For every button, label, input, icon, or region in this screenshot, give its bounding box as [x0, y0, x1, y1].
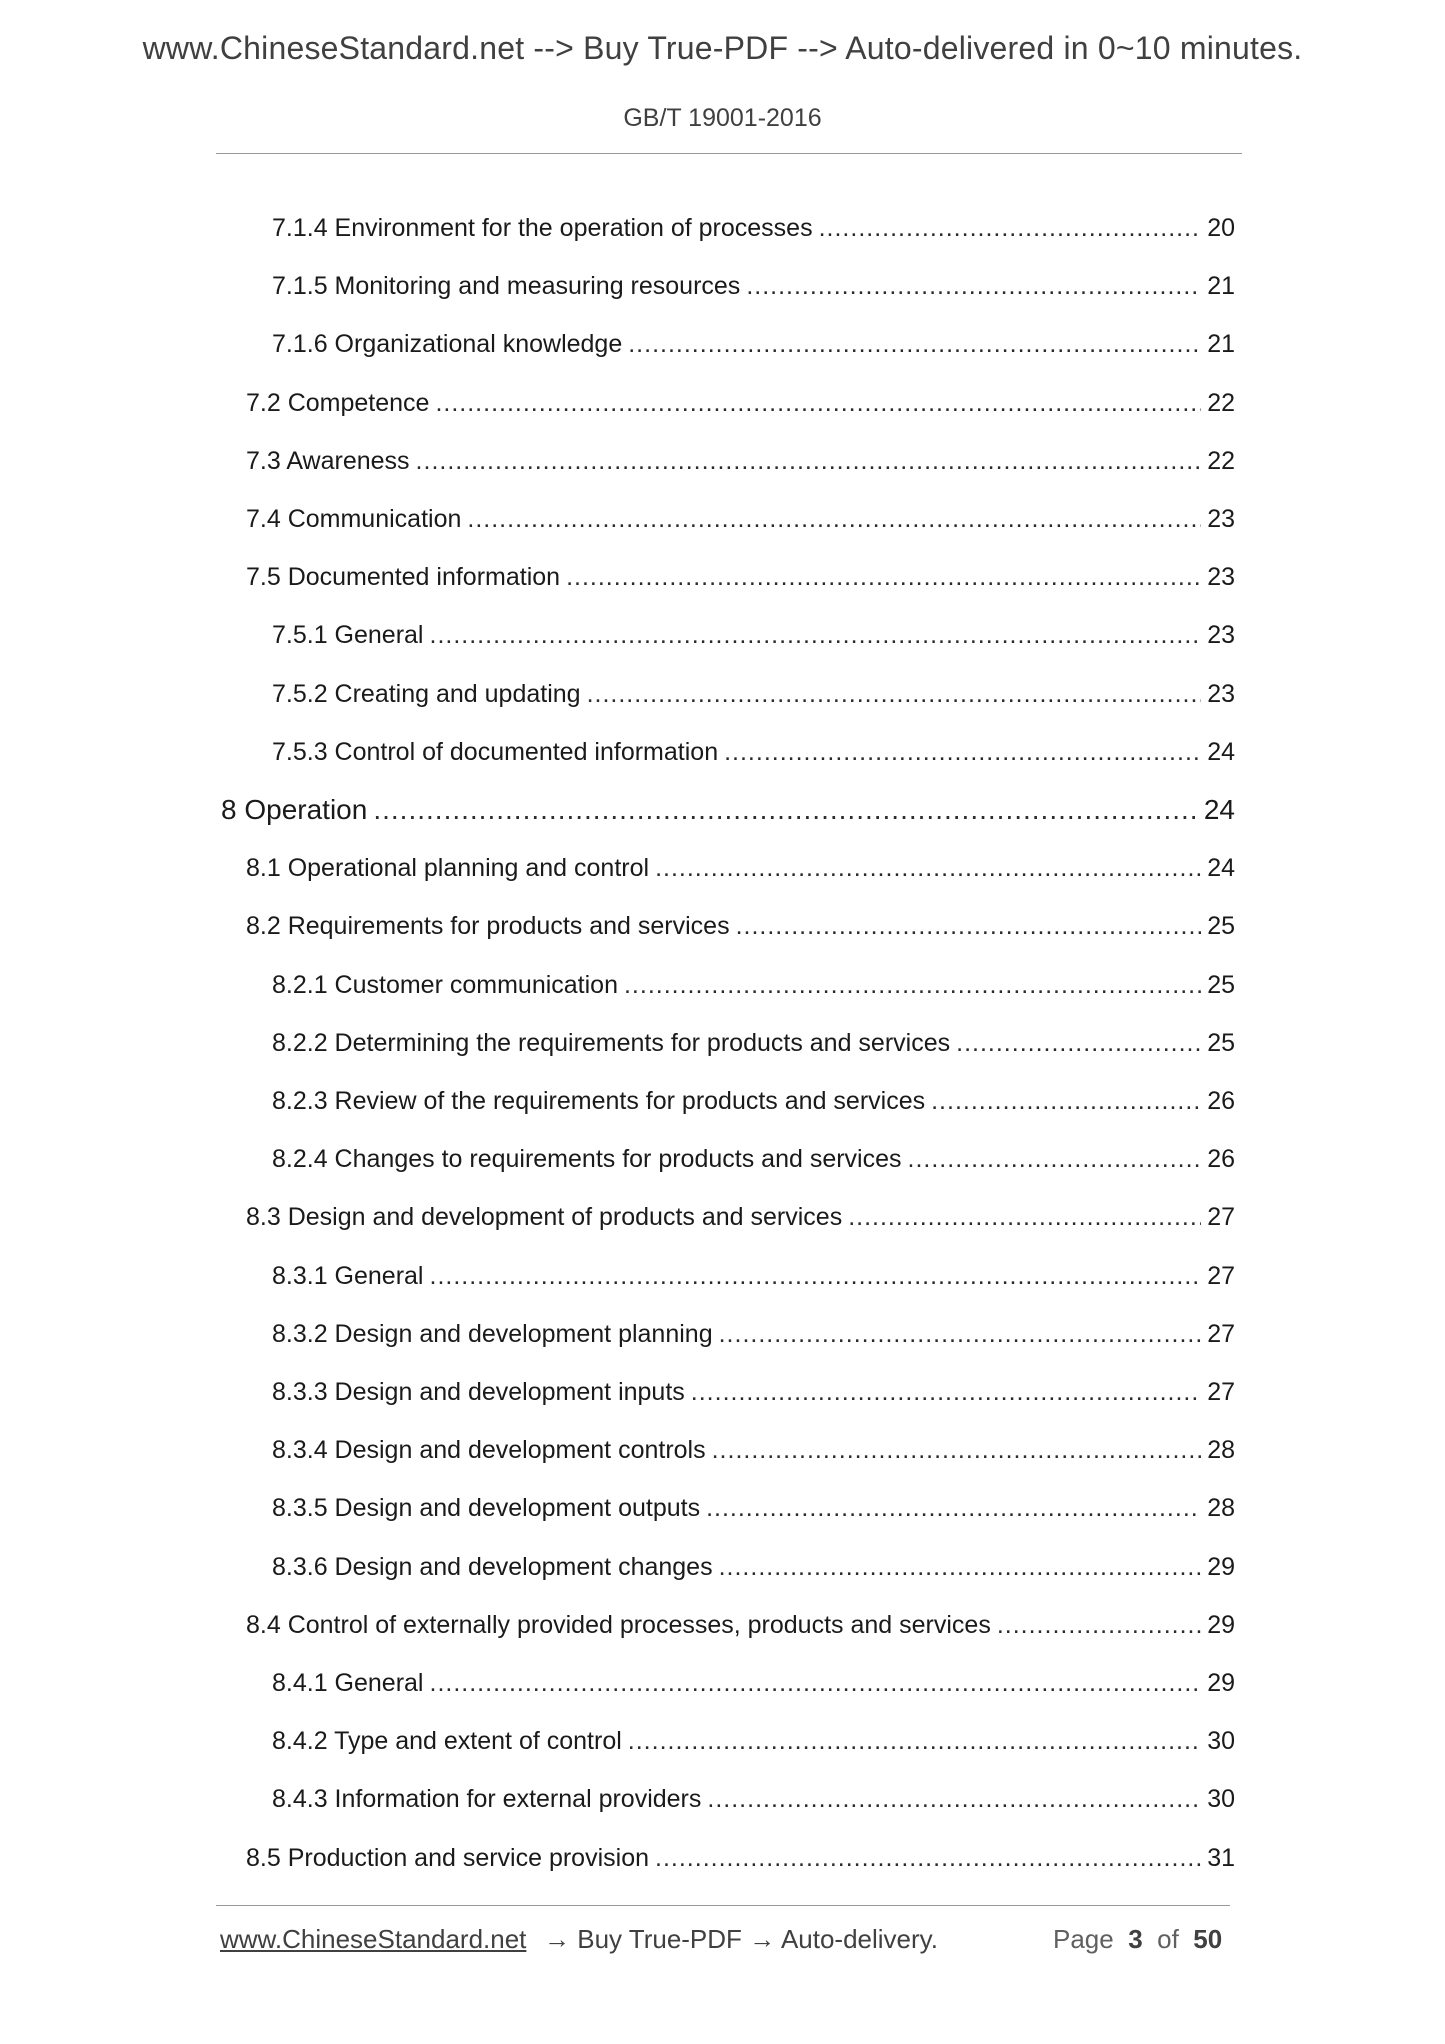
toc-entry[interactable] — [272, 320, 1235, 360]
toc-entry-page: 26 — [1207, 1145, 1235, 1174]
toc-entry-page: 23 — [1207, 563, 1235, 592]
page-indicator — [1053, 1924, 1222, 1955]
toc-entry-page: 22 — [1207, 388, 1235, 417]
toc-entry-label: 8.2 Requirements for products and services — [246, 912, 730, 941]
of-word: of — [1157, 1924, 1179, 1954]
toc-entry-page: 24 — [1203, 794, 1235, 825]
toc-dot-leader — [746, 270, 1201, 302]
toc-entry[interactable] — [272, 1135, 1235, 1175]
toc-entry-label: 8.2.4 Changes to requirements for products and services — [272, 1145, 902, 1174]
toc-entry[interactable] — [272, 1077, 1235, 1117]
toc-dot-leader — [416, 445, 1202, 477]
toc-entry-page: 27 — [1207, 1378, 1235, 1406]
toc-entry-page: 27 — [1207, 1261, 1235, 1290]
toc-entry-label: 8.1 Operational planning and control — [246, 854, 650, 883]
toc-entry-label: 8.3.4 Design and development controls — [272, 1436, 706, 1465]
header-divider — [216, 153, 1242, 154]
toc-entry[interactable] — [246, 553, 1235, 593]
toc-entry-page: 23 — [1207, 679, 1235, 708]
toc-dot-leader — [819, 212, 1202, 244]
toc-entry[interactable] — [272, 1543, 1235, 1583]
toc-entry-label: 8.5 Production and service provision — [246, 1843, 650, 1872]
toc-dot-leader — [712, 1434, 1202, 1466]
toc-entry[interactable] — [246, 1193, 1235, 1233]
toc-entry-label: 7.5.2 Creating and updating — [272, 679, 581, 708]
toc-entry-page: 22 — [1207, 446, 1235, 475]
toc-entry-page: 25 — [1207, 912, 1235, 941]
toc-dot-leader — [706, 1492, 1201, 1524]
toc-entry-page: 27 — [1207, 1319, 1235, 1348]
toc-dot-leader — [430, 619, 1202, 651]
toc-entry-label: 8.3.6 Design and development changes — [272, 1552, 713, 1581]
toc-entry-label: 7.2 Competence — [246, 388, 430, 417]
toc-dot-leader — [719, 1551, 1202, 1583]
toc-dot-leader — [430, 1667, 1202, 1699]
toc-entry-page: 30 — [1207, 1785, 1235, 1814]
toc-entry-label: 7.4 Communication — [246, 505, 462, 533]
toc-entry-label: 7.3 Awareness — [246, 446, 410, 475]
toc-entry[interactable] — [272, 670, 1235, 710]
toc-entry[interactable] — [272, 728, 1235, 768]
toc-entry-page: 23 — [1207, 621, 1235, 650]
toc-entry[interactable] — [272, 204, 1235, 244]
toc-dot-leader — [467, 503, 1201, 535]
toc-entry-label: 8.3.3 Design and development inputs — [272, 1378, 685, 1406]
toc-dot-leader — [736, 910, 1202, 942]
toc-entry[interactable] — [272, 1426, 1235, 1466]
footer-tagline: → Buy True-PDF → Auto-delivery. — [544, 1924, 938, 1954]
toc-dot-leader — [931, 1085, 1201, 1117]
toc-entry-label: 8.4 Control of externally provided processes, products and services — [246, 1610, 991, 1639]
toc-entry-page: 28 — [1207, 1494, 1235, 1523]
toc-dot-leader — [724, 736, 1201, 768]
toc-entry-page: 29 — [1207, 1669, 1235, 1697]
footer-divider — [216, 1905, 1230, 1906]
toc-entry[interactable] — [246, 1834, 1235, 1874]
toc-entry-label: 7.5 Documented information — [246, 563, 561, 592]
toc-entry-label: 8.4.3 Information for external providers — [272, 1785, 702, 1814]
toc-dot-leader — [628, 328, 1201, 360]
toc-entry-page: 30 — [1207, 1727, 1235, 1756]
footer-site-link[interactable]: www.ChineseStandard.net — [220, 1924, 527, 1954]
total-page-number: 50 — [1193, 1924, 1223, 1954]
toc-entry-label: 7.5.1 General — [272, 621, 424, 650]
toc-entry[interactable] — [221, 786, 1235, 826]
toc-dot-leader — [691, 1376, 1201, 1408]
toc-entry[interactable] — [272, 961, 1235, 1001]
toc-entry-label: 7.1.6 Organizational knowledge — [272, 330, 623, 359]
toc-entry[interactable] — [272, 1659, 1235, 1699]
toc-dot-leader — [566, 561, 1201, 593]
toc-entry[interactable] — [272, 1775, 1235, 1815]
toc-entry-page: 29 — [1207, 1610, 1235, 1639]
toc-entry[interactable] — [272, 262, 1235, 302]
toc-entry-label: 8.4.2 Type and extent of control — [272, 1727, 622, 1756]
toc-entry[interactable] — [272, 1252, 1235, 1292]
toc-entry[interactable] — [272, 1484, 1235, 1524]
toc-dot-leader — [655, 852, 1201, 884]
toc-entry-label: 8 Operation — [221, 794, 368, 825]
toc-entry[interactable] — [272, 611, 1235, 651]
toc-entry-page: 21 — [1207, 330, 1235, 359]
toc-entry[interactable] — [246, 379, 1235, 419]
toc-entry-page: 26 — [1207, 1087, 1235, 1115]
toc-dot-leader — [707, 1783, 1201, 1815]
toc-entry[interactable] — [272, 1717, 1235, 1757]
document-code: GB/T 19001-2016 — [623, 104, 822, 132]
toc-dot-leader — [997, 1609, 1201, 1641]
toc-entry-page: 31 — [1207, 1843, 1235, 1872]
toc-entry[interactable] — [272, 1368, 1235, 1408]
toc-entry-label: 7.5.3 Control of documented information — [272, 737, 719, 766]
toc-dot-leader — [908, 1143, 1202, 1175]
toc-dot-leader — [655, 1842, 1201, 1874]
toc-dot-leader — [719, 1318, 1202, 1350]
toc-entry-label: 8.3.1 General — [272, 1261, 424, 1290]
toc-entry[interactable] — [272, 1310, 1235, 1350]
toc-entry-label: 8.3.5 Design and development outputs — [272, 1494, 701, 1523]
toc-entry-page: 24 — [1207, 854, 1235, 883]
toc-entry[interactable] — [246, 844, 1235, 884]
toc-entry-label: 8.4.1 General — [272, 1669, 424, 1697]
toc-dot-leader — [624, 969, 1201, 1001]
current-page-number: 3 — [1128, 1924, 1143, 1954]
toc-entry-label: 8.3.2 Design and development planning — [272, 1319, 713, 1348]
toc-entry-label: 8.3 Design and development of products and services — [246, 1203, 843, 1232]
toc-entry-label: 8.2.3 Review of the requirements for products and services — [272, 1087, 926, 1115]
toc-entry-page: 21 — [1207, 272, 1235, 301]
toc-entry[interactable] — [246, 495, 1235, 535]
toc-entry-label: 8.2.1 Customer communication — [272, 970, 618, 999]
site-banner: www.ChineseStandard.net --> Buy True-PDF --> Auto-delivered in 0~10 minutes. — [142, 30, 1303, 66]
toc-entry-label: 7.1.4 Environment for the operation of processes — [272, 214, 813, 242]
toc-entry-page: 28 — [1207, 1436, 1235, 1465]
toc-entry-page: 27 — [1207, 1203, 1235, 1232]
toc-dot-leader — [430, 1260, 1202, 1292]
toc-dot-leader — [956, 1027, 1201, 1059]
page-word: Page — [1053, 1924, 1114, 1954]
toc-dot-leader — [628, 1725, 1201, 1757]
toc-dot-leader — [373, 794, 1198, 826]
toc-entry-page: 25 — [1207, 970, 1235, 999]
toc-entry-label: 8.2.2 Determining the requirements for products and services — [272, 1028, 951, 1057]
toc-entry-page: 20 — [1207, 214, 1235, 242]
toc-entry[interactable] — [272, 1019, 1235, 1059]
toc-entry[interactable] — [246, 1601, 1235, 1641]
toc-dot-leader — [848, 1201, 1201, 1233]
toc-entry-page: 24 — [1207, 737, 1235, 766]
toc-entry-label: 7.1.5 Monitoring and measuring resources — [272, 272, 741, 301]
toc-dot-leader — [435, 387, 1201, 419]
toc-entry[interactable] — [246, 902, 1235, 942]
toc-entry-page: 25 — [1207, 1028, 1235, 1057]
toc-entry-page: 23 — [1207, 505, 1235, 533]
toc-entry[interactable] — [246, 437, 1235, 477]
toc-entry-page: 29 — [1207, 1552, 1235, 1581]
toc-dot-leader — [587, 678, 1202, 710]
